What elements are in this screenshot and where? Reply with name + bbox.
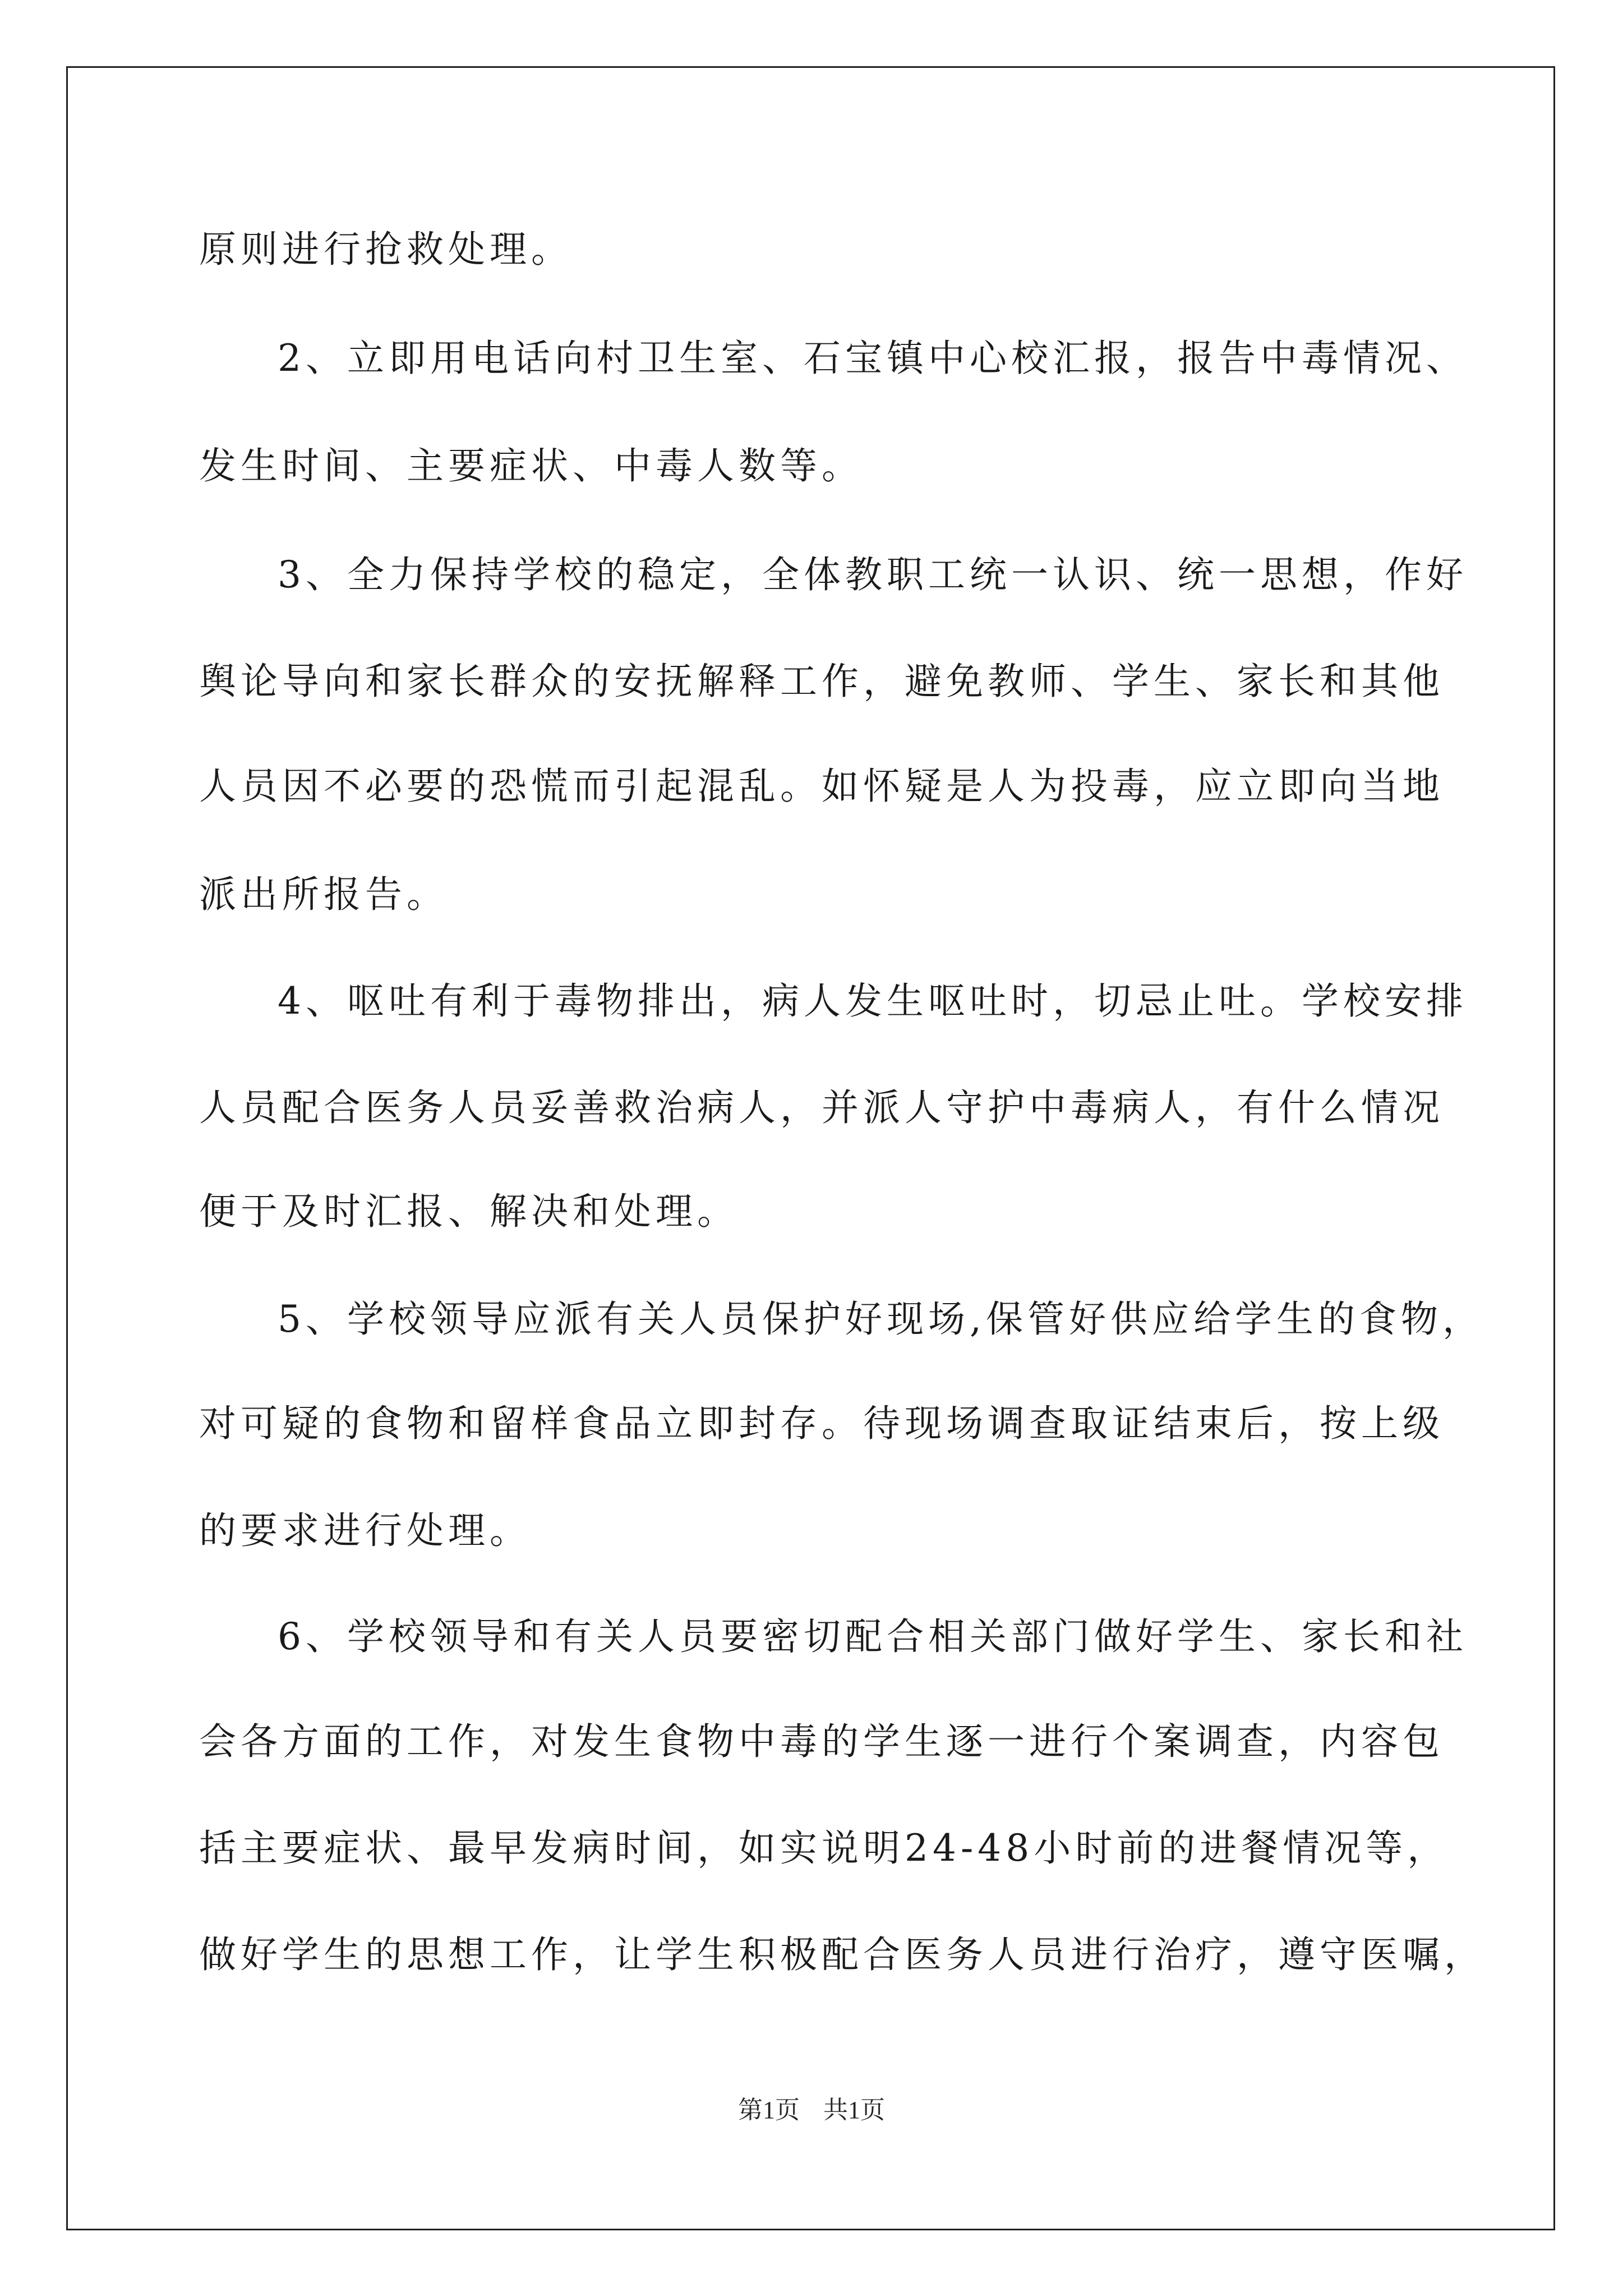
text-line: 4、呕吐有利于毒物排出，病人发生呕吐时，切忌止吐。学校安排 [278,979,1468,1023]
text-line: 人员配合医务人员妥善救治病人，并派人守护中毒病人，有什么情况 [199,1086,1444,1129]
text-line: 做好学生的思想工作，让学生积极配合医务人员进行治疗，遵守医嘱， [199,1933,1486,1976]
text-line: 原则进行抢救处理。 [199,228,573,271]
text-line: 的要求进行处理。 [199,1509,531,1552]
text-line: 发生时间、主要症状、中毒人数等。 [199,444,863,487]
text-line: 派出所报告。 [199,873,448,916]
text-line: 人员因不必要的恐慌而引起混乱。如怀疑是人为投毒，应立即向当地 [199,765,1444,808]
text-line: 舆论导向和家长群众的安抚解释工作，避免教师、学生、家长和其他 [199,660,1444,703]
text-line: 对可疑的食物和留样食品立即封存。待现场调查取证结束后，按上级 [199,1402,1444,1445]
page-footer [0,2093,1623,2127]
text-line: 6、学校领导和有关人员要密切配合相关部门做好学生、家长和社 [278,1615,1468,1658]
text-line: 便于及时汇报、解决和处理。 [199,1190,739,1233]
text-line: 2、立即用电话向村卫生室、石宝镇中心校汇报，报告中毒情况、 [278,337,1468,380]
text-line: 3、全力保持学校的稳定，全体教职工统一认识、统一思想，作好 [278,553,1468,596]
text-line: 5、学校领导应派有关人员保护好现场,保管好供应给学生的食物， [278,1297,1484,1341]
page-number-current: 第1页 [738,2096,800,2124]
page-border [66,66,1555,2230]
text-line: 括主要症状、最早发病时间，如实说明24-48小时前的进餐情况等， [199,1826,1449,1870]
page-number-total: 共1页 [823,2096,885,2124]
text-line: 会各方面的工作，对发生食物中毒的学生逐一进行个案调查，内容包 [199,1720,1444,1763]
